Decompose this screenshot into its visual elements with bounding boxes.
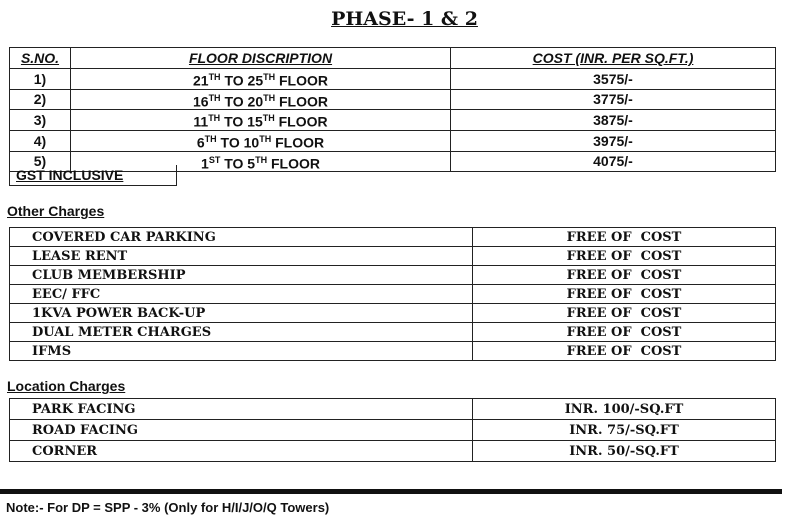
sno-cell: 2) bbox=[10, 89, 71, 110]
floor-from-suffix: TH bbox=[208, 72, 221, 82]
charge-row bbox=[10, 228, 776, 247]
floor-to-suffix: TH bbox=[263, 92, 276, 103]
charge-row bbox=[10, 247, 776, 266]
charge-row bbox=[10, 323, 776, 342]
floor-to-suffix: TH bbox=[263, 72, 276, 82]
floor-word: FLOOR bbox=[275, 93, 328, 110]
floor-from: 11 bbox=[193, 113, 209, 130]
other-charges-heading: Other Charges bbox=[7, 203, 105, 219]
floor-to: 25 bbox=[247, 72, 264, 89]
location-charges-table bbox=[9, 398, 776, 462]
charge-row bbox=[10, 285, 776, 304]
cost-cell: 3775/- bbox=[451, 89, 776, 110]
floor-from-suffix: ST bbox=[208, 154, 221, 165]
floor-to-suffix: TH bbox=[255, 154, 268, 165]
page-title: PHASE- 1 & 2 bbox=[331, 8, 478, 30]
cost-cell: 3975/- bbox=[451, 130, 776, 151]
floor-word: FLOOR bbox=[275, 72, 328, 89]
charge-row bbox=[10, 304, 776, 323]
header-cost: COST (INR. PER SQ.FT.) bbox=[451, 48, 776, 69]
charge-value: INR. 75/-SQ.FT bbox=[473, 420, 776, 441]
horizontal-divider bbox=[0, 489, 782, 494]
floor-cost-table bbox=[9, 47, 776, 172]
charge-label: LEASE RENT bbox=[10, 247, 473, 266]
sno-cell: 5) bbox=[10, 151, 71, 172]
charge-row bbox=[10, 420, 776, 441]
to-word: TO bbox=[220, 113, 248, 130]
floor-from-suffix: TH bbox=[208, 113, 221, 124]
charge-value: FREE OF COST bbox=[473, 304, 776, 323]
charge-label: 1KVA POWER BACK-UP bbox=[10, 304, 473, 323]
floor-description-cell bbox=[71, 130, 451, 151]
floor-from: 1 bbox=[201, 155, 209, 172]
cost-cell: 3875/- bbox=[451, 110, 776, 131]
charge-value: FREE OF COST bbox=[473, 266, 776, 285]
table-row bbox=[10, 110, 776, 131]
charge-value: FREE OF COST bbox=[473, 247, 776, 266]
charge-label: EEC/ FFC bbox=[10, 285, 473, 304]
charge-value: FREE OF COST bbox=[473, 323, 776, 342]
charge-row bbox=[10, 266, 776, 285]
discount-note: Note:- For DP = SPP - 3% (Only for H/I/J/O/Q Towers) bbox=[6, 500, 330, 515]
floor-word: FLOOR bbox=[271, 134, 325, 151]
charge-value: INR. 100/-SQ.FT bbox=[473, 399, 776, 420]
other-charges-table bbox=[9, 227, 776, 361]
charge-label: IFMS bbox=[10, 342, 473, 361]
header-floor-description: FLOOR DISCRIPTION bbox=[71, 48, 451, 69]
charge-label: CLUB MEMBERSHIP bbox=[10, 266, 473, 285]
table-row bbox=[10, 69, 776, 90]
to-word: TO bbox=[220, 72, 248, 89]
to-word: TO bbox=[216, 134, 244, 151]
charge-value: FREE OF COST bbox=[473, 228, 776, 247]
table-row bbox=[10, 89, 776, 110]
floor-to: 20 bbox=[247, 93, 264, 110]
charge-label: DUAL METER CHARGES bbox=[10, 323, 473, 342]
floor-description-cell bbox=[71, 110, 451, 131]
sno-cell: 4) bbox=[10, 130, 71, 151]
location-charges-heading: Location Charges bbox=[7, 378, 126, 394]
charge-value: FREE OF COST bbox=[473, 342, 776, 361]
floor-word: FLOOR bbox=[274, 113, 328, 130]
charge-label: CORNER bbox=[10, 441, 473, 462]
floor-to-suffix: TH bbox=[259, 133, 272, 144]
charge-value: INR. 50/-SQ.FT bbox=[473, 441, 776, 462]
floor-to: 10 bbox=[243, 134, 260, 151]
to-word: TO bbox=[220, 155, 248, 172]
to-word: TO bbox=[220, 93, 248, 110]
floor-from: 21 bbox=[192, 72, 209, 89]
floor-from: 6 bbox=[196, 134, 205, 151]
charge-row bbox=[10, 399, 776, 420]
gst-inclusive-note: GST INCLUSIVE bbox=[9, 165, 177, 186]
floor-word: FLOOR bbox=[267, 155, 320, 172]
charge-label: COVERED CAR PARKING bbox=[10, 228, 473, 247]
floor-from: 16 bbox=[192, 93, 209, 110]
charge-label: ROAD FACING bbox=[10, 420, 473, 441]
cost-cell: 3575/- bbox=[451, 69, 776, 90]
table-row bbox=[10, 130, 776, 151]
cost-cell: 4075/- bbox=[451, 151, 776, 172]
charge-label: PARK FACING bbox=[10, 399, 473, 420]
floor-to: 15 bbox=[247, 113, 263, 130]
floor-from-suffix: TH bbox=[208, 92, 221, 103]
floor-description-cell bbox=[71, 69, 451, 90]
floor-description-cell bbox=[71, 89, 451, 110]
header-sno: S.NO. bbox=[10, 48, 71, 69]
charge-value: FREE OF COST bbox=[473, 285, 776, 304]
floor-to: 5 bbox=[247, 155, 256, 172]
charge-row bbox=[10, 441, 776, 462]
floor-from-suffix: TH bbox=[204, 133, 217, 144]
sno-cell: 1) bbox=[10, 69, 71, 90]
charge-row bbox=[10, 342, 776, 361]
floor-to-suffix: TH bbox=[262, 113, 275, 124]
sno-cell: 3) bbox=[10, 110, 71, 131]
table-header-row bbox=[10, 48, 776, 69]
